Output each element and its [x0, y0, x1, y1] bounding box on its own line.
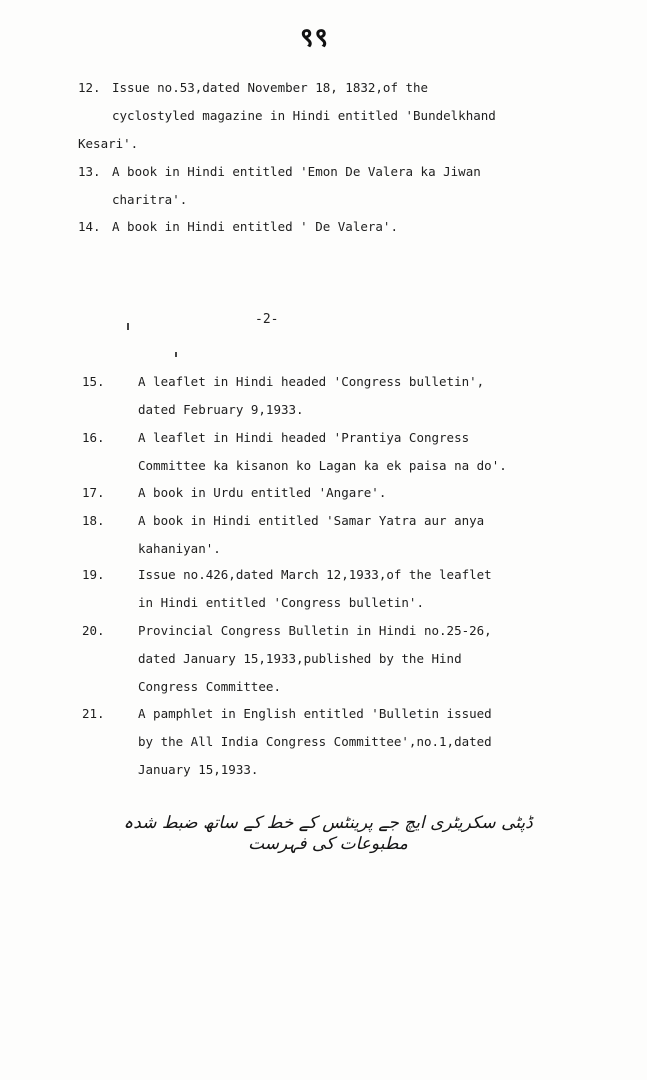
- item-number: 21.: [82, 706, 105, 721]
- item-number: 16.: [82, 430, 105, 445]
- item-line: A book in Hindi entitled 'Samar Yatra aur anya: [138, 513, 485, 528]
- item-line: cyclostyled magazine in Hindi entitled 'Bundelkhand: [112, 108, 496, 123]
- item-line: Congress Committee.: [138, 679, 281, 694]
- section-marker: -2-: [255, 312, 279, 327]
- item-line: A leaflet in Hindi headed 'Congress bulletin',: [138, 374, 485, 389]
- item-line: Provincial Congress Bulletin in Hindi no.25-26,: [138, 623, 492, 638]
- item-number: 20.: [82, 623, 105, 638]
- item-number: 18.: [82, 513, 105, 528]
- item-line: A pamphlet in English entitled 'Bulletin issued: [138, 706, 492, 721]
- item-line: dated January 15,1933,published by the Hind: [138, 651, 462, 666]
- page-number: ९९: [300, 23, 330, 53]
- item-line: in Hindi entitled 'Congress bulletin'.: [138, 595, 424, 610]
- item-line: A book in Urdu entitled 'Angare'.: [138, 485, 387, 500]
- item-line: A book in Hindi entitled ' De Valera'.: [112, 219, 398, 234]
- list-item-16: [82, 424, 507, 480]
- list-item-12: [78, 74, 496, 158]
- item-line: dated February 9,1933.: [138, 402, 304, 417]
- item-number: 17.: [82, 485, 105, 500]
- item-line: A leaflet in Hindi headed 'Prantiya Congress: [138, 430, 470, 445]
- list-item-15: [82, 368, 484, 424]
- item-line: Issue no.53,dated November 18, 1832,of the: [112, 80, 429, 95]
- scan-mark: [127, 323, 129, 330]
- list-item-20: [82, 617, 492, 701]
- item-line: kahaniyan'.: [138, 541, 221, 556]
- item-line: Issue no.426,dated March 12,1933,of the leaflet: [138, 567, 492, 582]
- item-line: Committee ka kisanon ko Lagan ka ek paisa na do'.: [138, 458, 507, 473]
- item-line: by the All India Congress Committee',no.1,dated: [138, 734, 492, 749]
- list-item-19: [82, 561, 492, 617]
- item-line: charitra'.: [112, 192, 188, 207]
- item-number: 12.: [78, 80, 101, 95]
- scan-mark: [175, 352, 177, 357]
- list-item-17: [82, 479, 386, 507]
- list-item-13: [78, 158, 481, 214]
- item-number: 13.: [78, 164, 101, 179]
- item-line: Kesari'.: [78, 136, 139, 151]
- list-item-14: [78, 213, 398, 241]
- list-item-18: [82, 507, 484, 563]
- item-number: 14.: [78, 219, 101, 234]
- item-number: 15.: [82, 374, 105, 389]
- item-number: 19.: [82, 567, 105, 582]
- list-item-21: [82, 700, 492, 784]
- item-line: A book in Hindi entitled 'Emon De Valera ka Jiwan: [112, 164, 481, 179]
- urdu-caption: ڈپٹی سکریٹری ایچ جے پرینٹس کے خط کے ساتھ ضبط شدہ مطبوعات کی فہرست: [123, 813, 533, 854]
- item-line: January 15,1933.: [138, 762, 259, 777]
